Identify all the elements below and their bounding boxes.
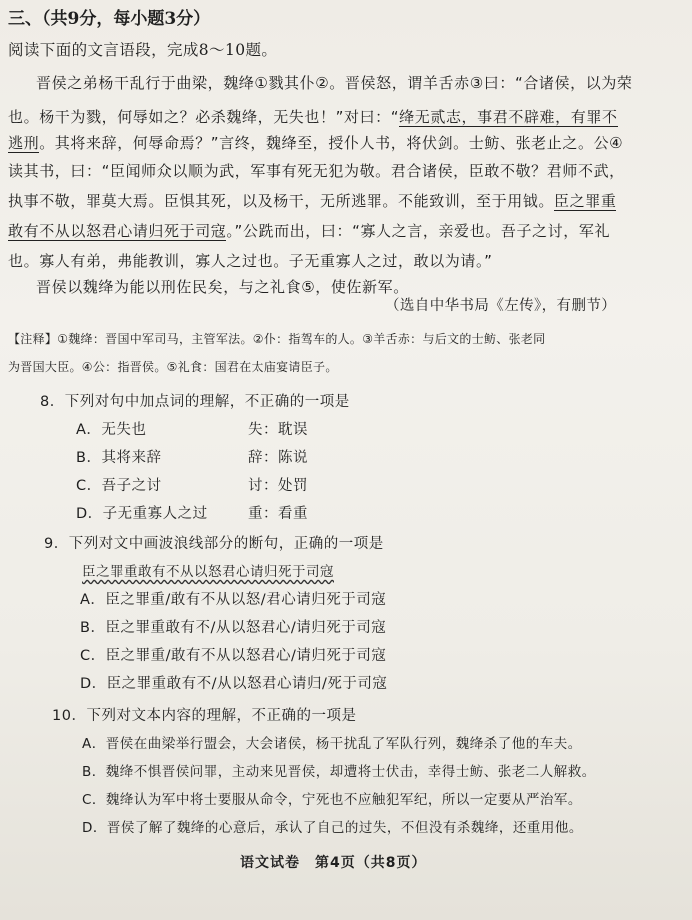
- q10-option-b[interactable]: B．魏绛不惧晋侯问罪，主动来见晋侯，却遭将士伏击，幸得士鲂、张老二人解救。: [82, 764, 596, 780]
- passage-text: 。其将来辞，何辱命焉？”言终，魏绛至，授仆人书，将伏剑。士鲂、张老止之。公④: [39, 134, 624, 152]
- passage-text: 。”公跣而出，曰：“寡人之言，亲爱也。吾子之讨，军礼: [226, 222, 611, 240]
- q10-option-c[interactable]: C．魏绛认为军中将士要服从命令，宁死也不应触犯军纪，所以一定要从严治军。: [82, 792, 582, 808]
- passage-line: [8, 220, 610, 241]
- passage-line: [8, 160, 625, 181]
- underlined-sentence: 绛无贰志，事君不辟难，有罪不: [399, 108, 618, 126]
- passage-text: 也。杨干为戮，何辱如之？必杀魏绛，无失也！”对曰：“: [8, 108, 400, 126]
- q9-option-a[interactable]: A．臣之罪重/敢有不从以怒/君心请归死于司寇: [80, 592, 387, 608]
- passage-line: [8, 190, 616, 211]
- reading-instruction: 阅读下面的文言语段，完成8～10题。: [8, 41, 278, 59]
- passage-line: [36, 276, 409, 297]
- passage-line: [8, 106, 618, 127]
- underlined-sentence: 逃刑: [8, 134, 40, 152]
- q10-option-a[interactable]: A．晋侯在曲梁举行盟会，大会诸侯，杨干扰乱了军队行列，魏绛杀了他的车夫。: [82, 736, 582, 752]
- passage-text: 晋侯之弟杨干乱行于曲梁，魏绛①戮其仆②。晋侯怒，谓羊舌赤③曰：“合诸侯，以为荣: [36, 74, 633, 92]
- page-footer: 语文试卷 第4页（共8页）: [240, 855, 427, 871]
- section-title: 三、（共9分，每小题3分）: [8, 9, 211, 29]
- q8-option-b[interactable]: B．其将来辞: [76, 450, 162, 466]
- passage-line: [36, 72, 633, 93]
- passage-text: 晋侯以魏绛为能以刑佐民矣，与之礼食⑤，使佐新军。: [36, 278, 409, 296]
- underlined-sentence: 臣之罪重: [554, 192, 617, 210]
- annotation-line-2: 为晋国大臣。④公：指晋侯。⑤礼食：国君在太庙宴请臣子。: [8, 360, 338, 374]
- q8-option-a[interactable]: A．无失也: [76, 422, 147, 438]
- question-9-stem: 9．下列对文中画波浪线部分的断句，正确的一项是: [44, 536, 384, 552]
- q10-option-d[interactable]: D．晋侯了解了魏绛的心意后，承认了自己的过失，不但没有杀魏绛，还重用他。: [82, 820, 583, 836]
- passage-text: 读其书，曰：“臣闻师众以顺为武，军事有死无犯为敬。君合诸侯，臣敢不敬？君师不武，: [8, 162, 625, 180]
- passage-text: 也。寡人有弟，弗能教训，寡人之过也。子无重寡人之过，敢以为请。”: [8, 252, 493, 270]
- q8-option-d[interactable]: D．子无重寡人之过: [76, 506, 208, 522]
- q8-option-b-meaning: 辞：陈说: [248, 450, 308, 466]
- q9-option-d[interactable]: D．臣之罪重敢有不/从以怒君心请归/死于司寇: [80, 676, 388, 692]
- passage-text: 执事不敬，罪莫大焉。臣惧其死，以及杨干，无所逃罪。不能致训，至于用钺。: [8, 192, 555, 210]
- question-10-stem: 10．下列对文本内容的理解，不正确的一项是: [52, 708, 357, 724]
- underlined-sentence: 敢有不从以怒君心请归死于司寇: [8, 222, 227, 240]
- annotation-line-1: 【注释】①魏绛：晋国中军司马，主管军法。②仆：指驾车的人。③羊舌赤：与后文的士鲂、张老同: [8, 332, 546, 346]
- q8-option-a-meaning: 失：耽误: [248, 422, 308, 438]
- q8-option-d-meaning: 重：看重: [248, 506, 308, 522]
- q9-option-c[interactable]: C．臣之罪重/敢有不从以怒君心/请归死于司寇: [80, 648, 387, 664]
- q8-option-c-meaning: 讨：处罚: [248, 478, 308, 494]
- passage-line: [8, 132, 623, 153]
- question-8-stem: 8．下列对句中加点词的理解，不正确的一项是: [40, 394, 350, 410]
- q9-option-b[interactable]: B．臣之罪重敢有不/从以怒君心/请归死于司寇: [80, 620, 387, 636]
- passage-line: [8, 250, 492, 271]
- passage-source: （选自中华书局《左传》，有删节）: [385, 298, 617, 314]
- q8-option-c[interactable]: C．吾子之讨: [76, 478, 162, 494]
- q9-quoted-sentence: 臣之罪重敢有不从以怒君心请归死于司寇: [82, 564, 334, 580]
